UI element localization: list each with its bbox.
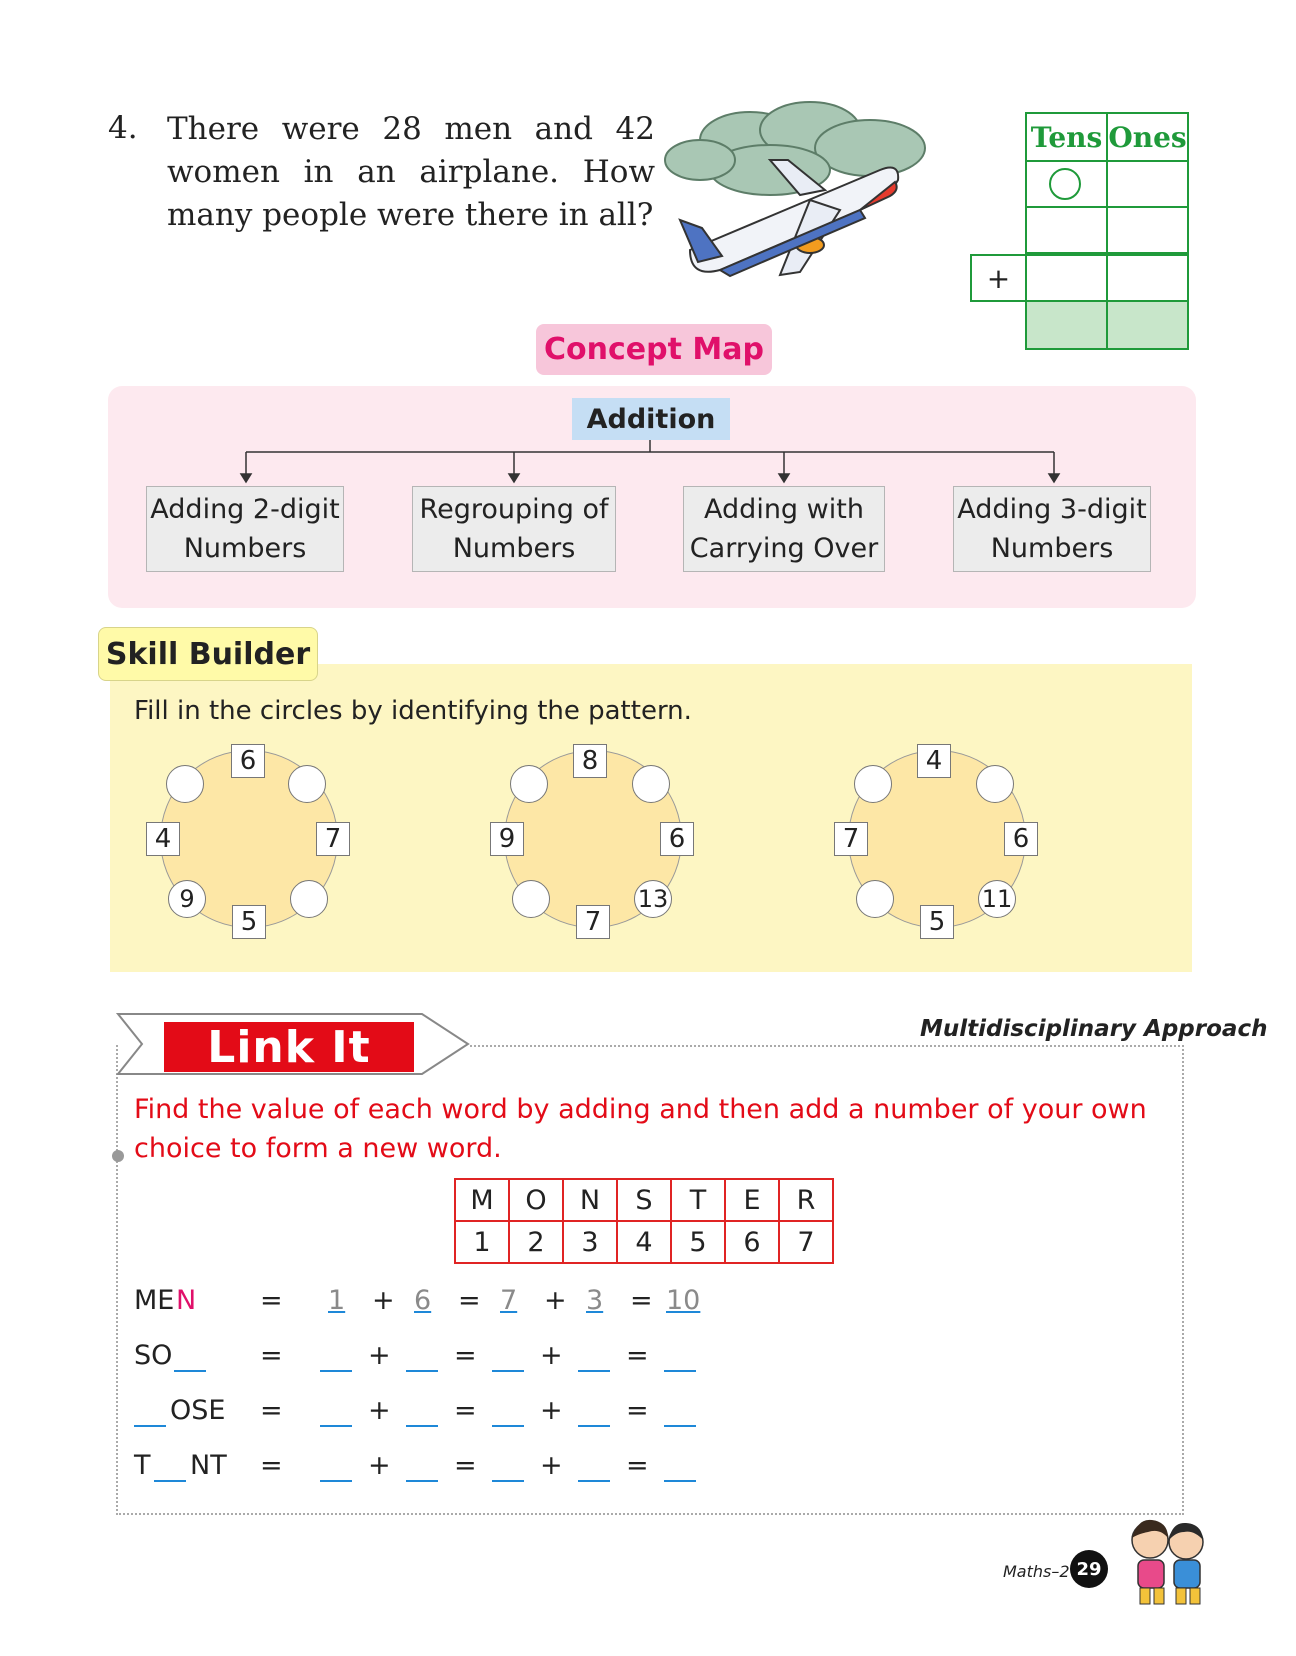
answer-blank[interactable] — [664, 1395, 696, 1434]
link-it-instruction: Find the value of each word by adding and then add a number of your own choice to form a new word. — [134, 1094, 1147, 1164]
ring-left-number: 9 — [490, 822, 524, 856]
book-name: Maths–2 — [1003, 1562, 1070, 1581]
answer-value[interactable]: 3 — [586, 1285, 604, 1316]
equals-sign: = — [260, 1395, 283, 1426]
value-cell: 4 — [617, 1221, 671, 1263]
word-part: SO — [134, 1340, 173, 1371]
link-it-title: Link It — [164, 1022, 414, 1072]
concept-child-adding-3-digit: Adding 3-digit Numbers — [953, 486, 1151, 572]
equals-sign: = — [454, 1450, 477, 1481]
equals-sign: = — [454, 1340, 477, 1371]
answer-blank[interactable] — [664, 1340, 696, 1379]
answer-blank[interactable] — [492, 1340, 524, 1379]
pattern-circle[interactable] — [166, 765, 204, 803]
word-part: OSE — [170, 1395, 226, 1426]
value-cell: 5 — [671, 1221, 725, 1263]
answer-blank[interactable] — [406, 1395, 438, 1434]
answer-blank[interactable] — [492, 1395, 524, 1434]
concept-child-regrouping: Regrouping of Numbers — [412, 486, 616, 572]
ring-top-number: 8 — [573, 744, 607, 778]
plus-sign: + — [540, 1340, 563, 1371]
concept-map-root: Addition — [572, 398, 730, 440]
equation-row — [134, 1450, 1134, 1490]
pattern-circle[interactable] — [510, 765, 548, 803]
tens-header: Tens — [1025, 112, 1108, 162]
value-cell: 7 — [779, 1221, 833, 1263]
pattern-circle[interactable]: 13 — [634, 880, 672, 918]
ring-left-number: 7 — [834, 822, 868, 856]
value-cell: 2 — [509, 1221, 563, 1263]
ones-header: Ones — [1106, 112, 1189, 162]
equation-row — [134, 1285, 1134, 1325]
question-number: 4. — [108, 110, 138, 146]
answer-value[interactable]: 7 — [500, 1285, 518, 1316]
plus-sign: + — [544, 1285, 567, 1316]
equals-sign: = — [260, 1450, 283, 1481]
value-cell: 1 — [455, 1221, 509, 1263]
concept-map-title: Concept Map — [536, 324, 772, 375]
answer-blank[interactable] — [320, 1450, 352, 1489]
ring-right-number: 6 — [660, 822, 694, 856]
letter-cell: T — [671, 1179, 725, 1221]
plus-sign: + — [540, 1395, 563, 1426]
ring-left-number: 4 — [146, 822, 180, 856]
word-part: ME — [134, 1285, 175, 1316]
page-number: 29 — [1070, 1550, 1108, 1588]
equals-sign: = — [260, 1340, 283, 1371]
letter-cell: O — [509, 1179, 563, 1221]
answer-blank[interactable] — [492, 1450, 524, 1489]
equals-sign: = — [458, 1285, 481, 1316]
question-text: There were 28 men and 42 women in an airplane. How many people were there in all? — [167, 111, 655, 233]
concept-child-carrying-over: Adding with Carrying Over — [683, 486, 885, 572]
link-it-divider — [470, 1045, 1184, 1047]
pattern-circle[interactable] — [632, 765, 670, 803]
equals-sign: = — [454, 1395, 477, 1426]
answer-blank[interactable] — [406, 1340, 438, 1379]
skill-builder-title: Skill Builder — [98, 627, 318, 681]
ring-bottom-number: 5 — [920, 905, 954, 939]
equation-row — [134, 1395, 1134, 1435]
word-part-highlight: N — [176, 1285, 197, 1316]
ring-top-number: 4 — [917, 744, 951, 778]
kids-mascot-illustration — [1118, 1510, 1218, 1610]
word-part: NT — [190, 1450, 227, 1481]
letter-cell: R — [779, 1179, 833, 1221]
value-cell: 3 — [563, 1221, 617, 1263]
letter-blank[interactable] — [174, 1340, 206, 1379]
ring-top-number: 6 — [231, 744, 265, 778]
value-cell: 6 — [725, 1221, 779, 1263]
letter-cell: N — [563, 1179, 617, 1221]
plus-sign: + — [372, 1285, 395, 1316]
ring-right-number: 7 — [316, 822, 350, 856]
plus-sign: + — [970, 254, 1027, 302]
plus-sign: + — [368, 1450, 391, 1481]
word-part: T — [134, 1450, 151, 1481]
answer-blank[interactable] — [406, 1450, 438, 1489]
answer-blank[interactable] — [578, 1340, 610, 1379]
equals-sign: = — [626, 1340, 649, 1371]
equals-sign: = — [626, 1395, 649, 1426]
answer-blank[interactable] — [320, 1395, 352, 1434]
ring-right-number: 6 — [1004, 822, 1038, 856]
bullet-dot — [112, 1150, 124, 1162]
answer-value[interactable]: 6 — [414, 1285, 432, 1316]
plus-sign: + — [368, 1395, 391, 1426]
concept-map-connectors — [0, 0, 1296, 500]
pattern-circle[interactable] — [976, 765, 1014, 803]
letter-cell: E — [725, 1179, 779, 1221]
letter-blank[interactable] — [134, 1395, 166, 1434]
answer-blank[interactable] — [578, 1395, 610, 1434]
answer-value[interactable]: 10 — [666, 1285, 701, 1316]
pattern-circle[interactable] — [854, 765, 892, 803]
letter-blank[interactable] — [154, 1450, 186, 1489]
pattern-circle[interactable] — [288, 765, 326, 803]
equation-row — [134, 1340, 1134, 1380]
concept-child-adding-2-digit: Adding 2-digit Numbers — [146, 486, 344, 572]
equals-sign: = — [626, 1450, 649, 1481]
pattern-circle[interactable] — [512, 880, 550, 918]
equals-sign: = — [260, 1285, 283, 1316]
equals-sign: = — [630, 1285, 653, 1316]
pattern-circle[interactable] — [290, 880, 328, 918]
pattern-circle[interactable] — [856, 880, 894, 918]
link-it-subtitle: Multidisciplinary Approach — [920, 1016, 1268, 1042]
answer-blank[interactable] — [578, 1450, 610, 1489]
pattern-circle[interactable]: 11 — [978, 880, 1016, 918]
answer-blank[interactable] — [320, 1340, 352, 1379]
letter-cell: M — [455, 1179, 509, 1221]
answer-value[interactable]: 1 — [328, 1285, 346, 1316]
skill-builder-instruction: Fill in the circles by identifying the pattern. — [134, 696, 692, 726]
ring-bottom-number: 5 — [232, 905, 266, 939]
pattern-circle[interactable]: 9 — [168, 880, 206, 918]
letter-cell: S — [617, 1179, 671, 1221]
letter-value-table — [454, 1178, 834, 1264]
plus-sign: + — [368, 1340, 391, 1371]
answer-blank[interactable] — [664, 1450, 696, 1489]
plus-sign: + — [540, 1450, 563, 1481]
ring-bottom-number: 7 — [576, 905, 610, 939]
